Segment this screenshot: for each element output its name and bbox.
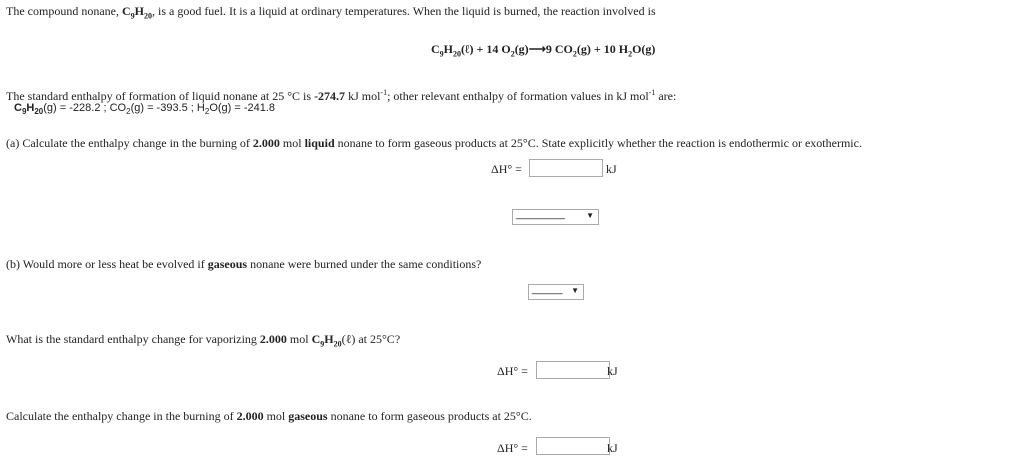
dropdown-arrow-icon: ▼ [586,211,594,220]
gas-burn-question: Calculate the enthalpy change in the burning of 2.000 mol gaseous nonane to form gaseous products at 25°C. [6,409,532,423]
part-a-question: (a) Calculate the enthalpy change in the burning of 2.000 mol liquid nonane to form gaseous products at 25°C. State explicitly whether the reaction is endothermic or exothermic. [6,136,862,150]
unit-a: kJ [606,162,617,176]
reaction-equation: $C_9H_{20}(\ell) + 14$ $O_2(g)⟶9$ $CO_2(g) + 10$ $H_2O(g)$ [431,42,656,59]
dh-label-vap: ΔH° = [497,364,528,378]
dh-input-vap[interactable] [536,361,610,379]
part-b-question: (b) Would more or less heat be evolved if gaseous nonane were burned under the same conditions? [6,257,482,271]
dropdown-arrow-icon: ▼ [571,286,579,295]
intro-text: The compound nonane, $C_9H_{20}$, is a good fuel. It is a liquid at ordinary temperatures. When the liquid is burned, the reaction involved is [6,4,656,21]
unit-gas: kJ [607,441,618,455]
dh-label-gas: ΔH° = [497,441,528,455]
more-less-select[interactable]: _____ ▼ [528,284,584,300]
dh-input-a[interactable] [529,159,603,177]
dh-input-gas[interactable] [536,437,610,455]
enthalpy-text: The standard enthalpy of formation of liquid nonane at 25 °C is -274.7 kJ mol$^{-1}$; other relevant enthalpy of formation values in kJ mol$^{-1}$ are: [6,88,677,103]
formation-values: $C_9H_{20}(g) = -228.2$ ; $CO_2(g) = -393.5$ ; $H_2O(g) = -241.8$ [14,102,276,117]
vaporization-question: What is the standard enthalpy change for vaporizing 2.000 mol $C_9H_{20}(\ell)$ at 25°C? [6,332,401,349]
endo-exo-select[interactable]: ________ ▼ [512,209,599,225]
unit-vap: kJ [607,364,618,378]
dh-label-a: ΔH° = [491,162,522,176]
